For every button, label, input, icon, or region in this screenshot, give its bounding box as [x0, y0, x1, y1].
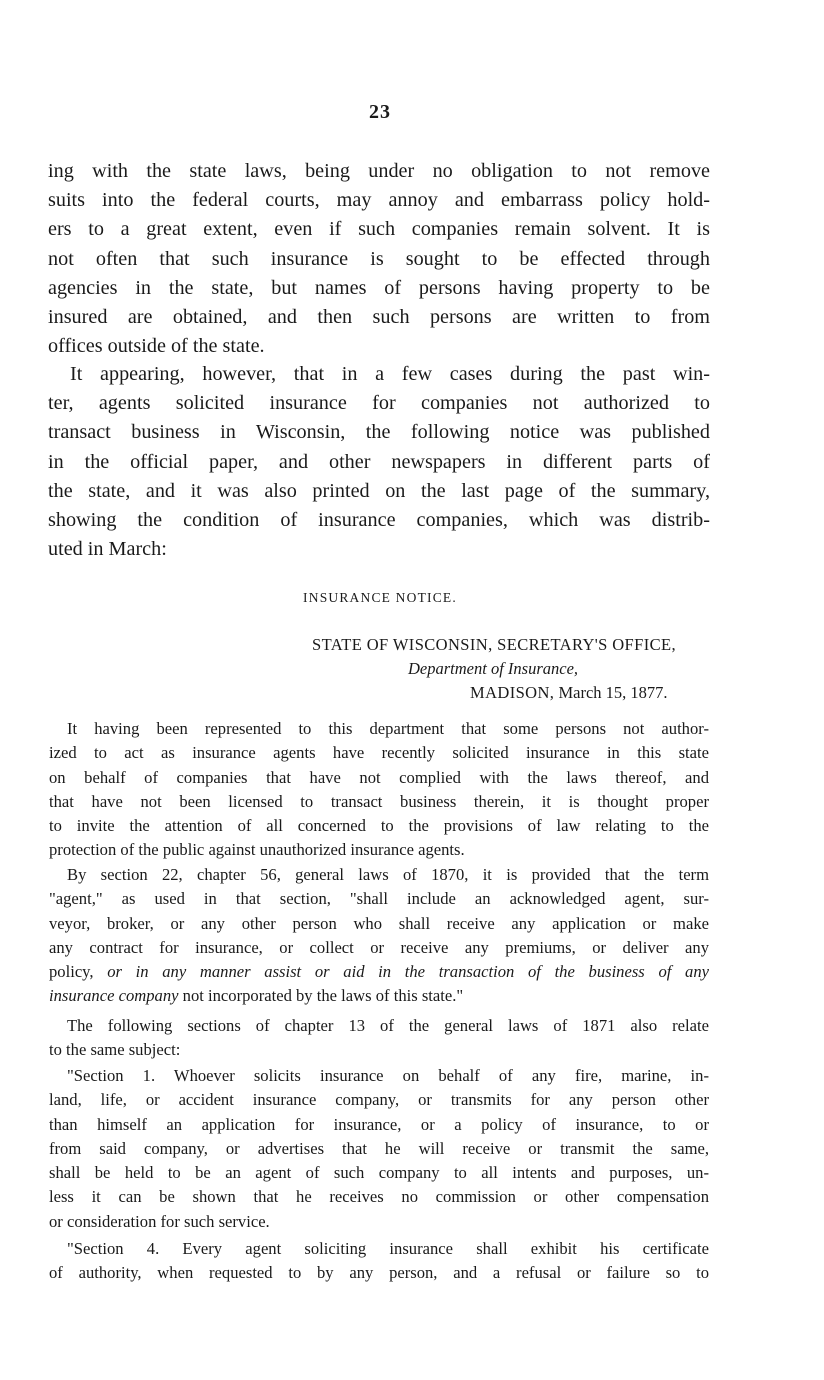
notice-paragraph-3 [49, 1014, 709, 1063]
text-line: showing the condition of insurance companies, which was distrib- [48, 509, 710, 532]
letterhead-place-date [470, 681, 668, 705]
text-line: veyor, broker, or any other person who shall receive any application or make [49, 913, 709, 933]
text-line: protection of the public against unauthorized insurance agents. [49, 840, 465, 860]
intro-paragraph-1 [48, 157, 710, 361]
text-line: any contract for insurance, or collect or receive any premiums, or deliver any [49, 937, 709, 957]
notice-title: INSURANCE NOTICE. [303, 590, 457, 605]
letterhead-department: Department of Insurance, [408, 659, 579, 678]
letterhead-city: MADISON, [470, 683, 555, 702]
text-line: shall be held to be an agent of such company to all intents and purposes, un- [49, 1163, 709, 1183]
text-line: land, life, or accident insurance company, or transmits for any person other [49, 1090, 709, 1110]
text-line: suits into the federal courts, may annoy and embarrass policy hold- [48, 189, 710, 212]
text-line: agencies in the state, but names of persons having property to be [48, 276, 710, 299]
text-line: transact business in Wisconsin, the following notice was published [48, 421, 710, 444]
text-line: offices outside of the state. [48, 335, 265, 358]
text-line: "agent," as used in that section, "shall include an acknowledged agent, sur- [49, 889, 709, 909]
text-line: or consideration for such service. [49, 1211, 270, 1231]
text-line: the state, and it was also printed on the last page of the summary, [48, 479, 710, 502]
text-line: ter, agents solicited insurance for companies not authorized to [48, 392, 710, 415]
text-run: policy, [49, 962, 94, 982]
italic-quote: or in any manner assist or aid in the transaction of the business of any [107, 962, 709, 982]
page-number: 23 [369, 101, 391, 123]
text-line: insured are obtained, and then such persons are written to from [48, 306, 710, 329]
text-line: The following sections of chapter 13 of the general laws of 1871 also relate [67, 1016, 709, 1035]
text-line: less it can be shown that he receives no commission or other compensation [49, 1187, 709, 1207]
text-line: in the official paper, and other newspapers in different parts of [48, 450, 710, 473]
text-line: from said company, or advertises that he will receive or transmit the same, [49, 1138, 709, 1158]
text-line: ing with the state laws, being under no obligation to not remove [48, 160, 710, 182]
text-line: of authority, when requested to by any person, and a refusal or failure so to [49, 1263, 709, 1283]
text-line: It having been represented to this department that some persons not author- [67, 719, 709, 738]
text-line: "Section 4. Every agent soliciting insurance shall exhibit his certificate [67, 1239, 709, 1258]
text-line: not often that such insurance is sought to be effected through [48, 247, 710, 270]
text-line [49, 984, 709, 1008]
notice-paragraph-2 [49, 863, 709, 1009]
letterhead-date: March 15, 1877. [558, 683, 668, 702]
text-line: that have not been licensed to transact business therein, it is thought proper [49, 791, 709, 811]
text-line: "Section 1. Whoever solicits insurance on behalf of any fire, marine, in- [67, 1066, 709, 1085]
letterhead-office: STATE OF WISCONSIN, SECRETARY'S OFFICE, [312, 635, 677, 654]
text-line: ers to a great extent, even if such companies remain solvent. It is [48, 218, 710, 241]
text-line: than himself an application for insurance, or a policy of insurance, to or [49, 1114, 709, 1134]
text-line: It appearing, however, that in a few cases during the past win- [70, 363, 710, 385]
text-line: uted in March: [48, 538, 167, 561]
intro-paragraph-2 [48, 360, 710, 564]
text-line: to invite the attention of all concerned to the provisions of law relating to the [49, 816, 709, 836]
text-line [49, 960, 709, 984]
text-line: ized to act as insurance agents have recently solicited insurance in this state [49, 743, 709, 763]
notice-paragraph-1 [49, 717, 709, 863]
italic-quote: insurance company [49, 986, 179, 1006]
text-line: By section 22, chapter 56, general laws of 1870, it is provided that the term [67, 865, 709, 884]
text-line: on behalf of companies that have not complied with the laws thereof, and [49, 767, 709, 787]
statute-section-1 [49, 1064, 709, 1234]
statute-section-4 [49, 1237, 709, 1286]
text-run: not incorporated by the laws of this state." [182, 986, 464, 1006]
text-line: to the same subject: [49, 1040, 181, 1060]
